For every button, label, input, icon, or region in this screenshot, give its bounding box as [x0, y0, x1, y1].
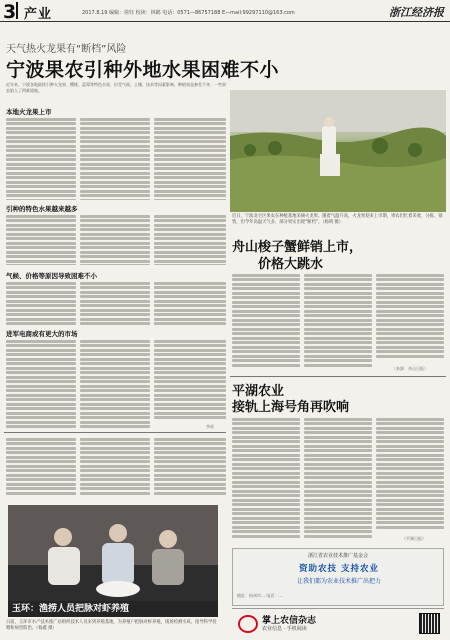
story3-headline-line2: 接轨上海号角再吹响: [232, 400, 350, 415]
text-column: [80, 280, 150, 326]
text-column: [154, 280, 226, 326]
dragonfruit-farm-photo: [230, 90, 446, 212]
text-column: [154, 436, 226, 496]
text-column: [6, 338, 76, 428]
text-column: [304, 416, 372, 540]
text-column: [304, 272, 372, 370]
masthead: [0, 0, 450, 22]
text-column: [80, 338, 150, 428]
lead-intro: 近年来，宁波各地陆续引种火龙果、樱桃、蓝莓等特色水果，但受气候、土壤、技术等因素影响，种植效益参差不齐，一些果农陷入了两难境地。: [6, 82, 226, 93]
story2-headline-line1: 舟山梭子蟹鲜销上市，: [232, 240, 363, 255]
text-column: [154, 338, 226, 422]
text-column: [232, 416, 300, 540]
section-name: 产业: [24, 7, 53, 22]
text-column: [232, 272, 300, 370]
subhead-difficulties: 气候、价格等原因导致困难不小: [6, 272, 97, 280]
text-column: [376, 272, 444, 364]
bottom-photo-headline: 玉环：渔捞人员把脉对虾养殖: [12, 604, 130, 614]
divider: [230, 376, 446, 377]
promo-title: 掌上农信杂志: [262, 616, 317, 626]
page-number: 3: [3, 1, 17, 23]
text-column: [6, 213, 76, 265]
ad-subslogan: 让我们都为农业技术推广出把力: [296, 578, 381, 585]
story2-source: （来源：舟山日报）: [392, 366, 428, 371]
section-divider: [16, 2, 18, 19]
masthead-meta: 2017.8.19 编辑：徐钰 校读：林鹤 电话：0571—86757188 E—mail:99297110@163.com: [82, 10, 295, 16]
text-column: [80, 436, 150, 496]
text-column: [6, 280, 76, 326]
ad-organization: 浙江省农业技术推广基金会: [307, 553, 368, 559]
foundation-ad: [232, 548, 444, 606]
shrimp-farming-photo: [8, 505, 218, 617]
text-column: [376, 416, 444, 534]
ad-slogan: 资助农技 支持农业: [299, 564, 379, 574]
text-column: [6, 116, 76, 200]
divider: [4, 432, 226, 433]
lead-kicker: 天气热火龙果有“断档”风险: [6, 44, 127, 55]
story3-headline-line1: 平湖农业: [232, 384, 285, 399]
ad-contact: 地址：杭州市… 电话：…: [237, 593, 283, 598]
promo-subtitle: 农业信息 · 手机阅读: [262, 626, 307, 632]
subhead-ecommerce: 进军电商或有更大的市场: [6, 330, 78, 338]
top-photo-caption: 近日，宁波北仑区果农在种植基地采摘火龙果。随着气温升高，火龙果迎来上市期，果农们忙着采收、分拣、销售，但今年高温天气多，部分果实出现“断档”。（杨明 摄）: [232, 214, 443, 225]
lead-author: 李星: [206, 424, 214, 429]
lead-headline: 宁波果农引种外地水果困难不小: [6, 59, 280, 81]
subhead-more-fruits: 引种的特色水果越来越多: [6, 205, 78, 213]
text-column: [80, 116, 150, 200]
magazine-promo: [232, 608, 444, 638]
text-column: [80, 213, 150, 265]
paper-name: 浙江经济报: [389, 6, 444, 19]
text-column: [154, 116, 226, 200]
story3-source: （平湖日报）: [402, 536, 426, 541]
subhead-local-dragonfruit: 本地火龙果上市: [6, 108, 52, 116]
qr-code-icon[interactable]: [419, 613, 440, 634]
magazine-logo-icon: [238, 615, 258, 633]
text-column: [6, 436, 76, 496]
text-column: [154, 213, 226, 265]
bottom-photo-caption: 日前，玉环市水产技术推广站组织技术人员来到养殖基地，为养殖户把脉对虾养殖，现场检测水质，指导科学投喂和病害防治。（杨鑫 摄）: [6, 620, 217, 631]
story2-headline-line2: 价格大跳水: [258, 257, 324, 272]
